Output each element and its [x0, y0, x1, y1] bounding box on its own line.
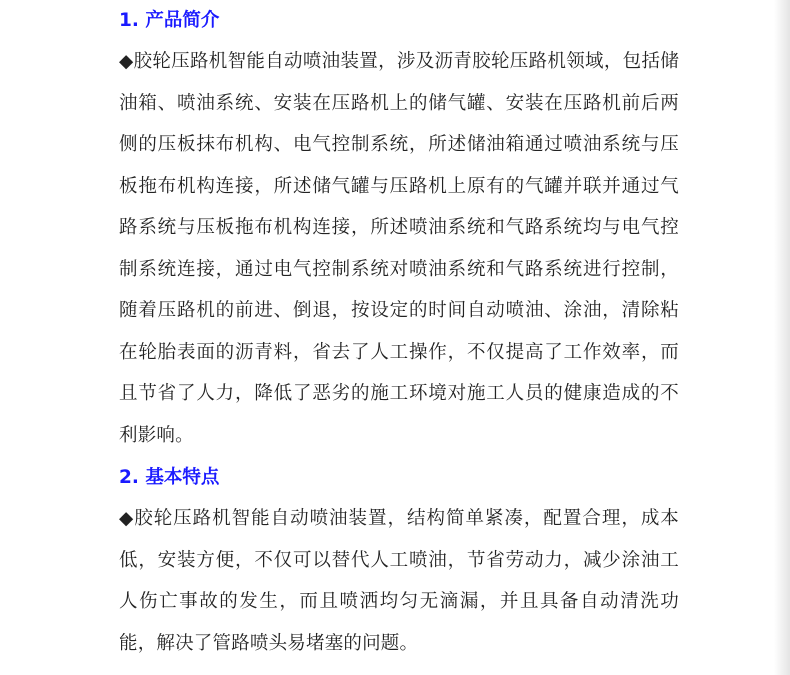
page-edge-shadow	[774, 0, 790, 675]
document-content	[119, 0, 679, 666]
section-paragraph-basic-features: ◆胶轮压路机智能自动喷油装置，结构简单紧凑，配置合理，成本低，安装方便，不仅可以替代人工喷油，节省劳动力，减少涂油工人伤亡事故的发生，而且喷洒均匀无滴漏，并且具备自动清洗功能，解决了管路喷头易堵塞的问题。	[119, 508, 679, 654]
section-heading-basic-features: 2. 基本特点	[119, 467, 220, 488]
section-paragraph-product-intro: ◆胶轮压路机智能自动喷油装置，涉及沥青胶轮压路机领域，包括储油箱、喷油系统、安装在压路机上的储气罐、安装在压路机前后两侧的压板抹布机构、电气控制系统，所述储油箱通过喷油系统与压板拖布机构连接，所述储气罐与压路机上原有的气罐并联并通过气路系统与压板拖布机构连接，所述喷油系统和气路系统均与电气控制系统连接，通过电气控制系统对喷油系统和气路系统进行控制，随着压路机的前进、倒退，按设定的时间自动喷油、涂油，清除粘在轮胎表面的沥青料，省去了人工操作，不仅提高了工作效率，而且节省了人力，降低了恶劣的施工环境对施工人员的健康造成的不利影响。	[119, 51, 679, 446]
section-heading-product-intro: 1. 产品简介	[119, 10, 220, 31]
